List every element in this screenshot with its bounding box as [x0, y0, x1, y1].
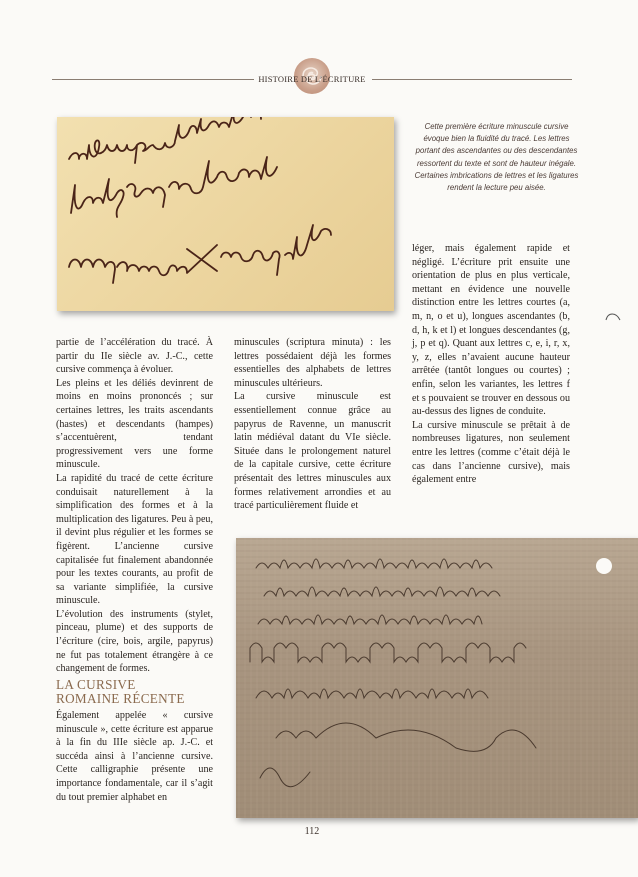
paragraph: L’évolution des instruments (stylet, pinceau, plume) et des supports de l’écriture (cire, bois, argile, papyrus) ne fut pas totalement étrangère à ce changement de formes. [56, 608, 213, 675]
column-2 [234, 336, 391, 513]
section-heading-line-1: LA CURSIVE [56, 677, 136, 692]
cursive-manuscript-figure [57, 117, 394, 311]
figure-caption: Cette première écriture minuscule cursive évoque bien la fluidité du tracé. Les lettres portant des ascendantes ou des descendantes ressortent du texte et sont de hauteur inégale. Certaines imbrications de lettres et les ligatures rendent la lecture peu aisée. [414, 122, 579, 193]
paragraph: partie de l’accélération du tracé. À partir du IIe siècle av. J.-C., cette cursive commença à évoluer. [56, 337, 213, 376]
column-1 [56, 336, 213, 676]
section-heading [56, 678, 216, 706]
paragraph: La rapidité du tracé de cette écriture conduisait naturellement à la simplification des formes et à la multiplication des ligatures. Peu à peu, il devint plus régulier et les formes se figèrent. L’ancienne cursive capitalisée fut finalement abandonnée pour les textes courants, au profit de sa variante simplifiée, la cursive minuscule. [56, 472, 213, 607]
paragraph: Également appelée « cursive minuscule », cette écriture est apparue à la fin du IIIe siècle ap. J.-C. et succéda ainsi à l’ancienne cursive. Cette calligraphie présente une importance fondamentale, car il s’agit du tout premier alphabet en [56, 710, 213, 803]
column-3 [412, 242, 570, 487]
corner-mark-icon [604, 310, 622, 322]
paragraph: La cursive minuscule se prêtait à de nombreuses ligatures, non seulement entre les lettres (comme c’était déjà le cas dans l’ancienne cursive), mais également entre [412, 419, 570, 486]
section-heading-line-2: ROMAINE RÉCENTE [56, 691, 185, 706]
section-body [56, 709, 213, 804]
paragraph: Les pleins et les déliés devinrent de moins en moins prononcés ; sur certaines lettres, les traits ascendants (hastes) et descendants (hampes) s’accentuèrent, tendant progressivement vers une forme minuscule. [56, 377, 213, 471]
ravenna-papyrus-figure [236, 538, 638, 818]
page-number: 112 [304, 826, 320, 837]
paragraph: léger, mais également rapide et négligé. L’écriture prit ensuite une orientation de plus en plus verticale, mettant en évidence une nouvelle distinction entre les lettres courtes (a, m, n, o et u), longues ascendantes (b, d, h, k et l) et longues descendantes (g, j, p et q). Quant aux lettres c, e, i, r, x, y, z, elles n’avaient aucune hauteur arrêtée (tantôt longues ou courtes) ; enfin, selon les variantes, les lettres f et s pouvaient se trouver en dessous ou au-dessus des lignes de conduite. [412, 243, 570, 418]
running-head: HISTOIRE DE L’ÉCRITURE [258, 74, 366, 84]
paragraph: minuscules (scriptura minuta) : les lettres possédaient déjà les formes essentielles des alphabets de lettres minuscules ultérieurs. [234, 337, 391, 389]
paragraph: La cursive minuscule est essentiellement connue grâce au papyrus de Ravenne, un manuscrit latin médiéval datant du VIe siècle. Située dans le prolongement naturel de la capitale cursive, cette écriture présentait des lettres minuscules aux formes relativement arrondies et au tracé particulièrement fluide et [234, 391, 391, 512]
header-rule-left [52, 79, 254, 80]
header-rule-right [372, 79, 572, 80]
